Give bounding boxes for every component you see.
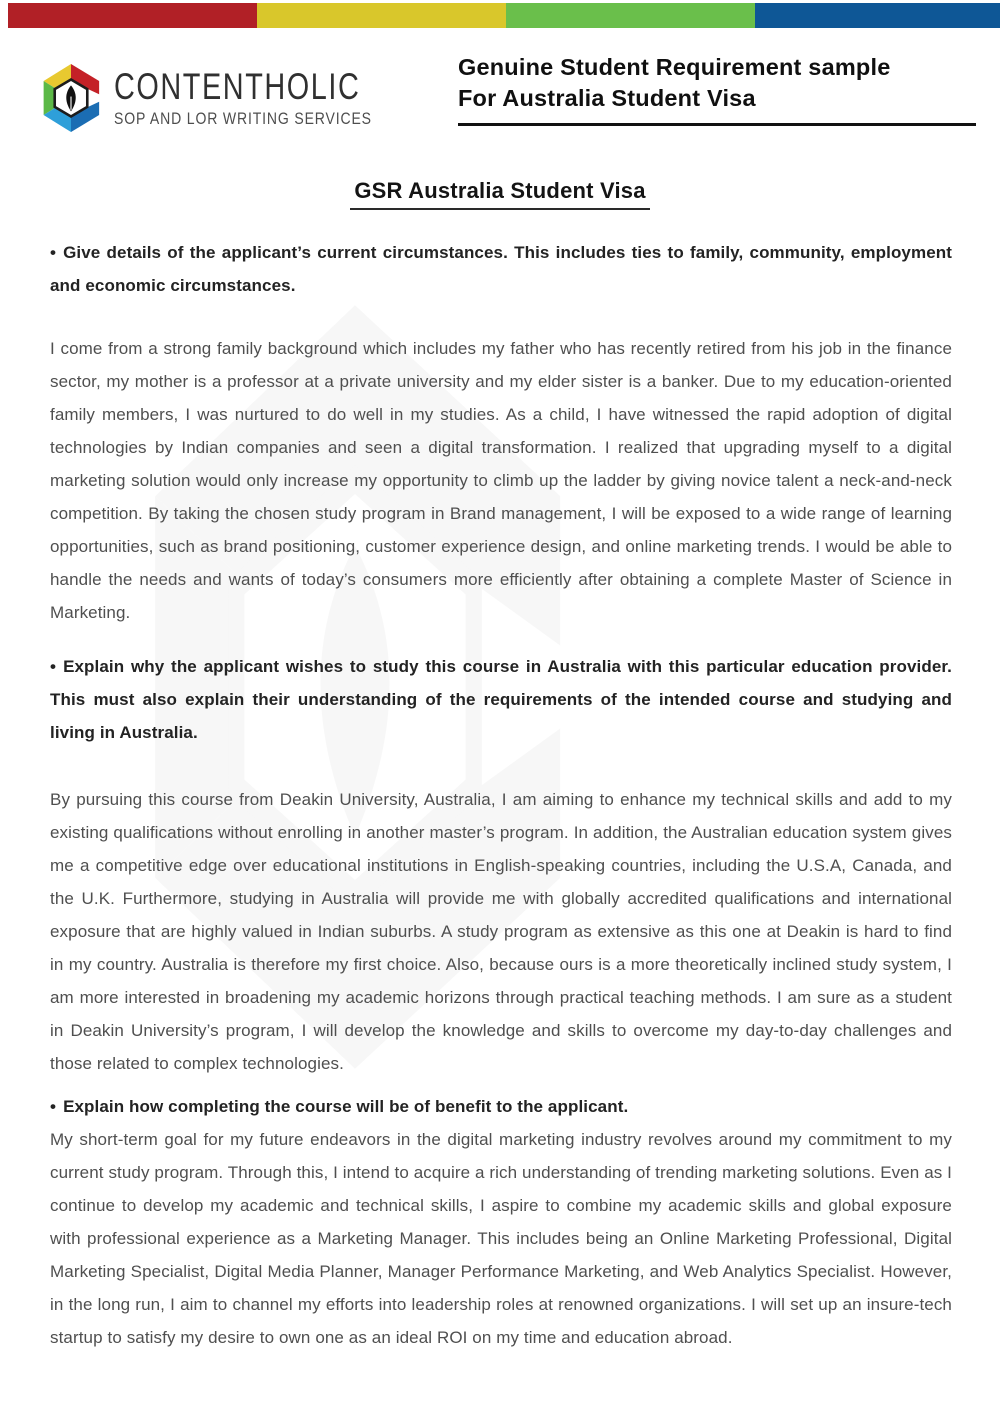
brand-logo <box>34 55 430 141</box>
bar-segment-blue <box>755 3 1000 28</box>
header-title-line1: Genuine Student Requirement sample <box>458 54 891 80</box>
doc-heading: GSR Australia Student Visa <box>350 178 649 210</box>
header-title-line2: For Australia Student Visa <box>458 85 756 111</box>
paragraph-1: I come from a strong family background which includes my father who has recently retired from his job in the finance sector, my mother is a professor at a private university and my elder sister is a banker. Due to my education-oriented family members, I was nurtured to do well in my studies. As a child, I have witnessed the rapid adoption of digital technologies by Indian companies and seen a digital transformation. I realized that upgrading myself to a digital marketing solution would only increase my opportunity to climb up the ladder by giving novice talent a neck-and-neck competition. By taking the chosen study program in Brand management, I will be exposed to a wide range of learning opportunities, such as brand positioning, customer experience design, and online marketing trends. I would be able to handle the needs and wants of today’s consumers more efficiently after obtaining a complete Master of Science in Marketing. <box>50 339 952 622</box>
bullet-marker: • <box>50 1097 57 1116</box>
brand-name: CONTENTHOLIC <box>114 66 361 107</box>
paragraph-2: By pursuing this course from Deakin University, Australia, I am aiming to enhance my technical skills and add to my existing qualifications without enrolling in another master’s program. In addition, the Australian education system gives me a competitive edge over educational institutions in English-speaking countries, including the U.S.A, Canada, and the U.K. Furthermore, studying in Australia will provide me with globally accredited qualifications and international exposure that are highly valued in Indian suburbs. A study program as extensive as this one at Deakin is hard to find in my country. Australia is therefore my first choice. Also, because ours is a more theoretically inclined study system, I am more interested in broadening my academic horizons through practical teaching methods. I am sure as a student in Deakin University’s program, I will develop the knowledge and skills to overcome my day-to-day challenges and those related to complex technologies. <box>50 790 952 1073</box>
bullet-heading-3-text: Explain how completing the course will be of benefit to the applicant. <box>63 1097 629 1116</box>
doc-body <box>50 236 952 1354</box>
brand-tagline: SOP AND LOR WRITING SERVICES <box>114 110 372 128</box>
contentholic-hexagon-icon <box>34 55 108 141</box>
paragraph-3: My short-term goal for my future endeavors in the digital marketing industry revolves around my commitment to my current study program. Through this, I intend to acquire a rich understanding of trending marketing solutions. Even as I continue to develop my academic and technical skills, I aspire to combine my academic skills and global exposure with professional experience as a Marketing Manager. This includes being an Online Marketing Professional, Digital Marketing Specialist, Digital Media Planner, Manager Performance Marketing, and Web Analytics Specialist. However, in the long run, I aim to channel my efforts into leadership roles at renowned organizations. I will set up an insure-tech startup to satisfy my desire to own one as an ideal ROI on my time and education abroad. <box>50 1130 952 1347</box>
bar-segment-red <box>8 3 257 28</box>
doc-heading-wrap <box>0 178 1000 210</box>
bullet-heading-1 <box>50 236 952 302</box>
bar-segment-yellow <box>257 3 506 28</box>
header-title <box>458 52 976 126</box>
bullet-heading-2-text: Explain why the applicant wishes to study this course in Australia with this particular education provider. This must also explain their understanding of the requirements of the intended course and studying and living in Australia. <box>50 657 952 742</box>
bullet-heading-2 <box>50 650 952 749</box>
bullet-marker: • <box>50 657 57 676</box>
bar-segment-green <box>506 3 755 28</box>
bullet-heading-3 <box>50 1090 952 1123</box>
logo-text <box>114 67 430 129</box>
bullet-marker: • <box>50 243 57 262</box>
bullet-heading-1-text: Give details of the applicant’s current circumstances. This includes ties to family, community, employment and economic circumstances. <box>50 243 952 295</box>
top-color-bar <box>8 3 1000 28</box>
